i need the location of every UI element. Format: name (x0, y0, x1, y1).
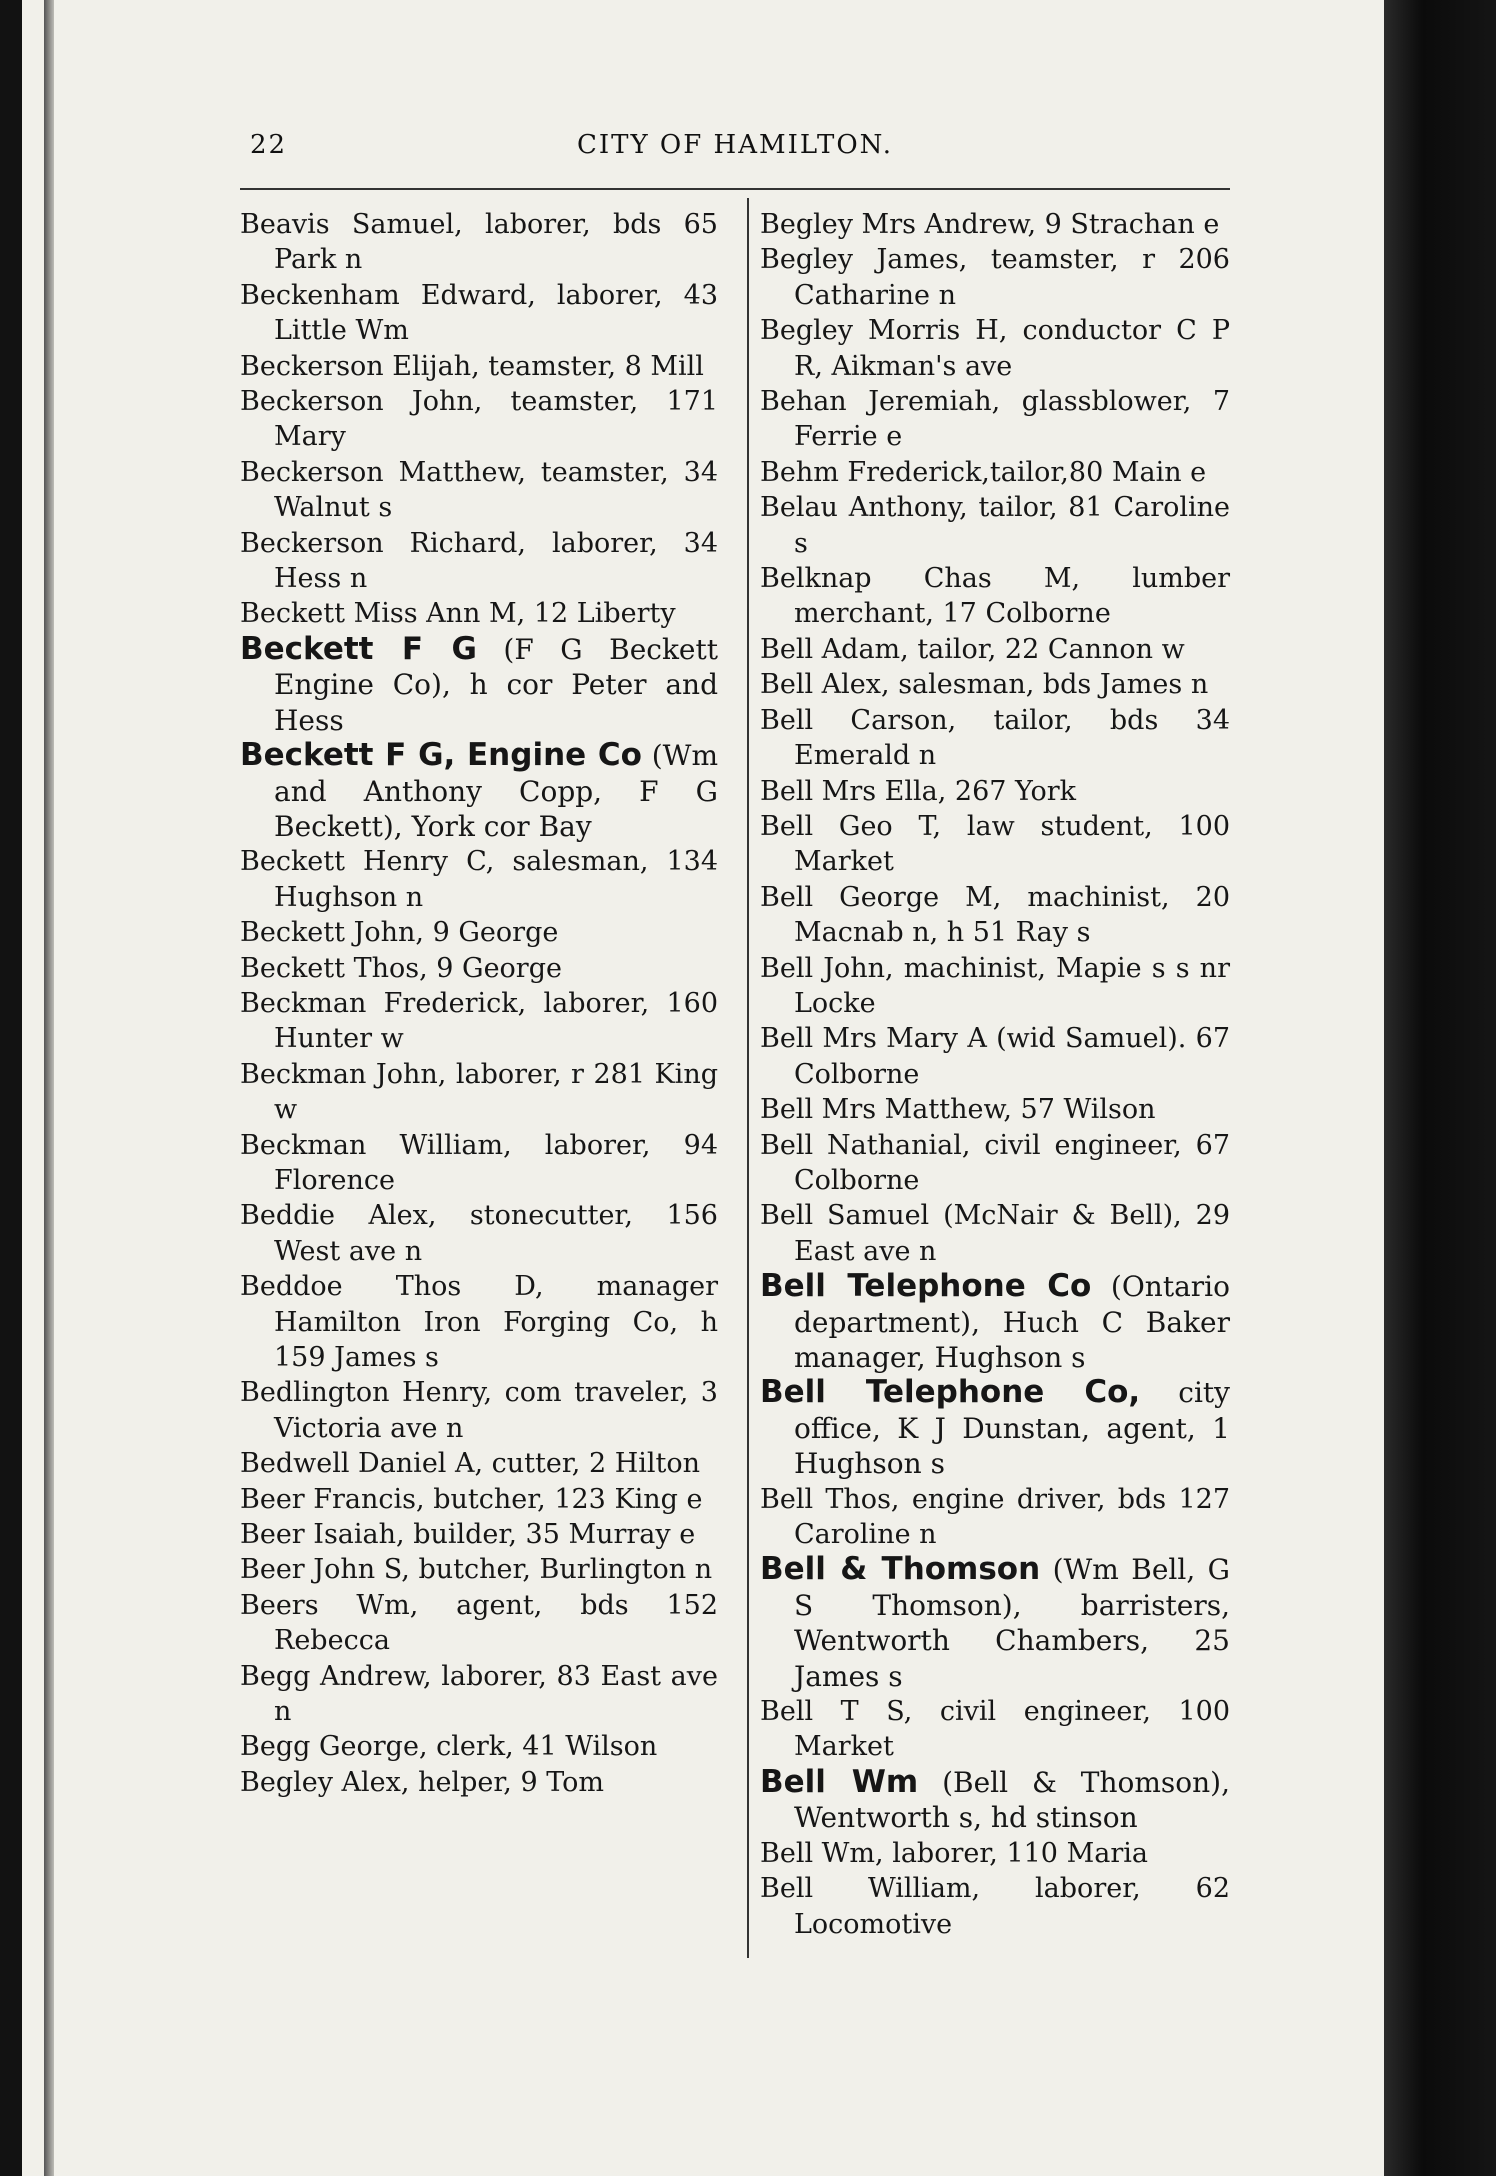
entry-details: laborer, 94 Florence (274, 1129, 719, 1196)
entry-name: Bell Adam, (760, 633, 909, 665)
entry-details: laborer, 110 Maria (883, 1837, 1148, 1869)
directory-entry (760, 384, 1230, 455)
directory-entry (240, 1446, 718, 1481)
entry-details: laborer, 62 Locomotive (794, 1873, 1231, 1940)
entry-details: civil engineer, 100 Market (794, 1696, 1230, 1763)
directory-entry (760, 1128, 1230, 1199)
directory-entry (760, 667, 1230, 702)
entry-name: Beer Isaiah, (240, 1519, 405, 1551)
entry-details: glassblower, 7 Ferrie e (794, 386, 1230, 453)
entry-name: Beckett Henry C, (240, 846, 495, 878)
directory-entry (760, 809, 1230, 880)
entry-details: (Wm Bell, G S Thomson), barristers, Wentworth Chambers, 25 James s (794, 1553, 1230, 1693)
directory-entry (760, 455, 1230, 490)
entry-name: Bedwell Daniel A, (240, 1448, 484, 1480)
directory-entry (760, 1198, 1230, 1269)
entry-details: teamster, 171 Mary (274, 386, 718, 453)
entry-details: teamster, r 206 Catharine n (794, 244, 1230, 311)
entry-details: civil engineer, 67 Colborne (794, 1129, 1230, 1196)
entry-name: Bell John, (760, 952, 894, 984)
entry-details: (Ontario department), Huch C Baker manager, Hughson s (794, 1270, 1230, 1374)
entry-details: 9 Strachan e (1036, 209, 1220, 240)
entry-details: laborer, bds 65 Park n (274, 209, 718, 276)
entry-details: engine driver, bds 127 Caroline n (794, 1483, 1231, 1551)
directory-entry (240, 596, 718, 631)
entry-name: Beddoe Thos D, (240, 1271, 544, 1303)
page-header (250, 130, 1220, 170)
entry-name: Behan Jeremiah, (760, 386, 1001, 418)
entry-name: Beckett Thos, (240, 952, 428, 984)
entry-name: Beckman John, (240, 1058, 447, 1090)
entry-details: teamster, 8 Mill (479, 350, 704, 382)
directory-entry (240, 1482, 718, 1517)
entry-name: Begg George, (240, 1731, 428, 1763)
directory-entry (240, 1198, 718, 1269)
directory-entry (760, 632, 1230, 667)
entry-details: 267 York (946, 775, 1077, 807)
entry-name: Beavis Samuel, (240, 209, 463, 240)
entry-details: (Bell & Thomson), Wentworth s, hd stinson (794, 1765, 1230, 1835)
directory-entry (240, 1588, 718, 1659)
directory-entry (240, 1057, 718, 1128)
entry-name: Beckman Frederick, (240, 987, 527, 1019)
directory-entry (760, 242, 1230, 313)
entry-name: Beckerson John, (240, 386, 483, 418)
entry-details: 57 Wilson (1011, 1094, 1156, 1126)
entry-details: (wid Samuel). 67 Colborne (794, 1023, 1230, 1090)
entry-name: Bell William, (760, 1873, 981, 1905)
entry-name: Bell Thos, (760, 1483, 900, 1515)
entry-name: Bedlington Henry, (240, 1377, 493, 1409)
entry-name: Bell Alex, (760, 669, 890, 701)
directory-entry (240, 1659, 718, 1730)
entry-details: tailor, 22 Cannon w (908, 633, 1185, 665)
entry-name: Begley James, (760, 244, 968, 276)
directory-entry (760, 1871, 1230, 1942)
entry-name: Beckett F G (240, 630, 477, 667)
entry-name: Beckett John, (240, 917, 425, 949)
directory-entry (240, 1765, 718, 1800)
directory-entry (240, 1517, 718, 1552)
entry-details: laborer, 83 East ave n (274, 1660, 718, 1728)
header-rule (240, 188, 1230, 190)
entry-details: 9 George (427, 952, 562, 984)
entry-name: Bell Wm (760, 1763, 919, 1800)
directory-entry (240, 455, 718, 526)
book-spine (1384, 0, 1496, 2176)
directory-entry (240, 1729, 718, 1764)
entry-details: machinist, Mapie s s nr Locke (794, 952, 1230, 1019)
entry-details: stonecutter, 156 West ave n (274, 1200, 718, 1267)
directory-entry (760, 880, 1230, 951)
directory-entry (240, 1269, 718, 1375)
directory-entry (240, 738, 718, 844)
directory-entry (240, 632, 718, 738)
entry-name: Bell Mrs Matthew, (760, 1094, 1012, 1126)
entry-details: helper, 9 Tom (409, 1766, 604, 1798)
directory-entry (760, 1269, 1230, 1375)
entry-name: Begley Alex, (240, 1766, 410, 1798)
entry-details: butcher, Burlington n (409, 1554, 713, 1586)
right-column (760, 207, 1230, 1942)
entry-name: Beckerson Richard, (240, 527, 527, 559)
entry-details: 9 George (424, 917, 559, 949)
directory-entry (240, 1128, 718, 1199)
directory-entry (760, 1552, 1230, 1694)
directory-entry (760, 774, 1230, 809)
entry-details: cutter, 2 Hilton (483, 1448, 701, 1480)
page-title: CITY OF HAMILTON. (576, 130, 894, 160)
entry-details: salesman, 134 Hughson n (274, 846, 719, 913)
directory-entry (760, 703, 1230, 774)
directory-entry (760, 1092, 1230, 1127)
entry-details: butcher, 123 King e (424, 1483, 703, 1515)
directory-entry (760, 1765, 1230, 1836)
entry-details: (F G Beckett Engine Co), h cor Peter and Hess (274, 632, 718, 737)
entry-details: tailor, 81 Caroline s (794, 492, 1231, 559)
entry-name: Begley Morris H, (760, 315, 1008, 347)
directory-entry (240, 526, 718, 597)
directory-entry (760, 207, 1230, 242)
entry-name: Bell Samuel (760, 1200, 930, 1232)
entry-name: Belau Anthony, (760, 492, 968, 524)
entry-details: city office, K J Dunstan, agent, 1 Hughson s (794, 1376, 1231, 1481)
page-left-edge (44, 0, 54, 2176)
entry-name: Begley Mrs Andrew, (760, 209, 1037, 240)
entry-name: Beer Francis, (240, 1483, 425, 1515)
entry-name: Bell Telephone Co, (760, 1374, 1141, 1411)
entry-name: Beckett Miss Ann M, (240, 598, 526, 630)
directory-entry (760, 1375, 1230, 1481)
entry-details: teamster, 34 Walnut s (274, 456, 718, 524)
left-column (240, 207, 718, 1800)
entry-name: Behm Frederick, (760, 456, 990, 488)
entry-details: builder, 35 Murray e (404, 1519, 696, 1551)
directory-entry (240, 844, 718, 915)
entry-name: Bell Mrs Mary A (760, 1023, 987, 1055)
entry-details: laborer, r 281 King w (274, 1058, 718, 1126)
directory-entry (240, 951, 718, 986)
directory-entry (760, 1021, 1230, 1092)
entry-details: conductor C P R, Aikman's ave (794, 315, 1230, 382)
entry-details: (Wm and Anthony Copp, F G Beckett), York cor Bay (274, 739, 719, 843)
column-divider (747, 198, 749, 1958)
directory-entry (240, 384, 718, 455)
entry-name: Bell Telephone Co (760, 1268, 1092, 1305)
entry-name: Beckenham Edward, (240, 279, 536, 311)
entry-name: Beers Wm, (240, 1589, 419, 1621)
directory-entry (240, 1552, 718, 1587)
entry-name: Bell Mrs Ella, (760, 775, 947, 807)
entry-name: Beckerson Matthew, (240, 456, 526, 488)
directory-entry (760, 1836, 1230, 1871)
directory-entry (240, 1375, 718, 1446)
entry-name: Bell George M, (760, 881, 1002, 913)
entry-name: Bell & Thomson (760, 1551, 1041, 1588)
entry-details: clerk, 41 Wilson (427, 1731, 658, 1763)
directory-entry (240, 207, 718, 278)
directory-entry (760, 1482, 1230, 1553)
entry-name: Bell Wm, (760, 1837, 884, 1869)
entry-name: Beckman William, (240, 1129, 512, 1161)
entry-details: tailor,80 Main e (989, 456, 1207, 488)
entry-name: Bell Nathanial, (760, 1129, 971, 1161)
directory-entry (760, 490, 1230, 561)
directory-entry (240, 349, 718, 384)
directory-entry (760, 313, 1230, 384)
entry-details: salesman, bds James n (889, 669, 1209, 701)
entry-name: Bell T S, (760, 1696, 913, 1728)
entry-name: Beer John S, (240, 1554, 410, 1586)
directory-entry (760, 561, 1230, 632)
entry-details: com traveler, 3 Victoria ave n (274, 1377, 718, 1444)
directory-entry (240, 278, 718, 349)
entry-details: manager Hamilton Iron Forging Co, h 159 James s (274, 1271, 718, 1373)
directory-entry (760, 1694, 1230, 1765)
entry-details: (McNair & Bell), 29 East ave n (794, 1200, 1230, 1267)
entry-details: law student, 100 Market (794, 810, 1230, 878)
entry-name: Belknap Chas M, (760, 563, 1081, 595)
directory-entry (240, 915, 718, 950)
entry-details: machinist, 20 Macnab n, h 51 Ray s (794, 881, 1230, 949)
directory-entry (760, 951, 1230, 1022)
directory-entry (240, 986, 718, 1057)
entry-details: lumber merchant, 17 Colborne (794, 563, 1230, 630)
entry-name: Bell Carson, (760, 704, 957, 736)
entry-details: tailor, bds 34 Emerald n (794, 704, 1230, 772)
entry-details: laborer, 34 Hess n (274, 527, 718, 595)
page-number: 22 (250, 130, 288, 160)
entry-details: laborer, 43 Little Wm (274, 279, 718, 347)
entry-details: agent, bds 152 Rebecca (274, 1589, 718, 1657)
entry-name: Bell Geo T, (760, 810, 942, 842)
entry-name: Beckerson Elijah, (240, 350, 480, 382)
entry-name: Begg Andrew, (240, 1660, 432, 1692)
entry-details: laborer, 160 Hunter w (274, 987, 718, 1055)
entry-name: Beckett F G, Engine Co (240, 737, 642, 774)
entry-details: 12 Liberty (525, 598, 676, 630)
entry-name: Beddie Alex, (240, 1200, 437, 1232)
